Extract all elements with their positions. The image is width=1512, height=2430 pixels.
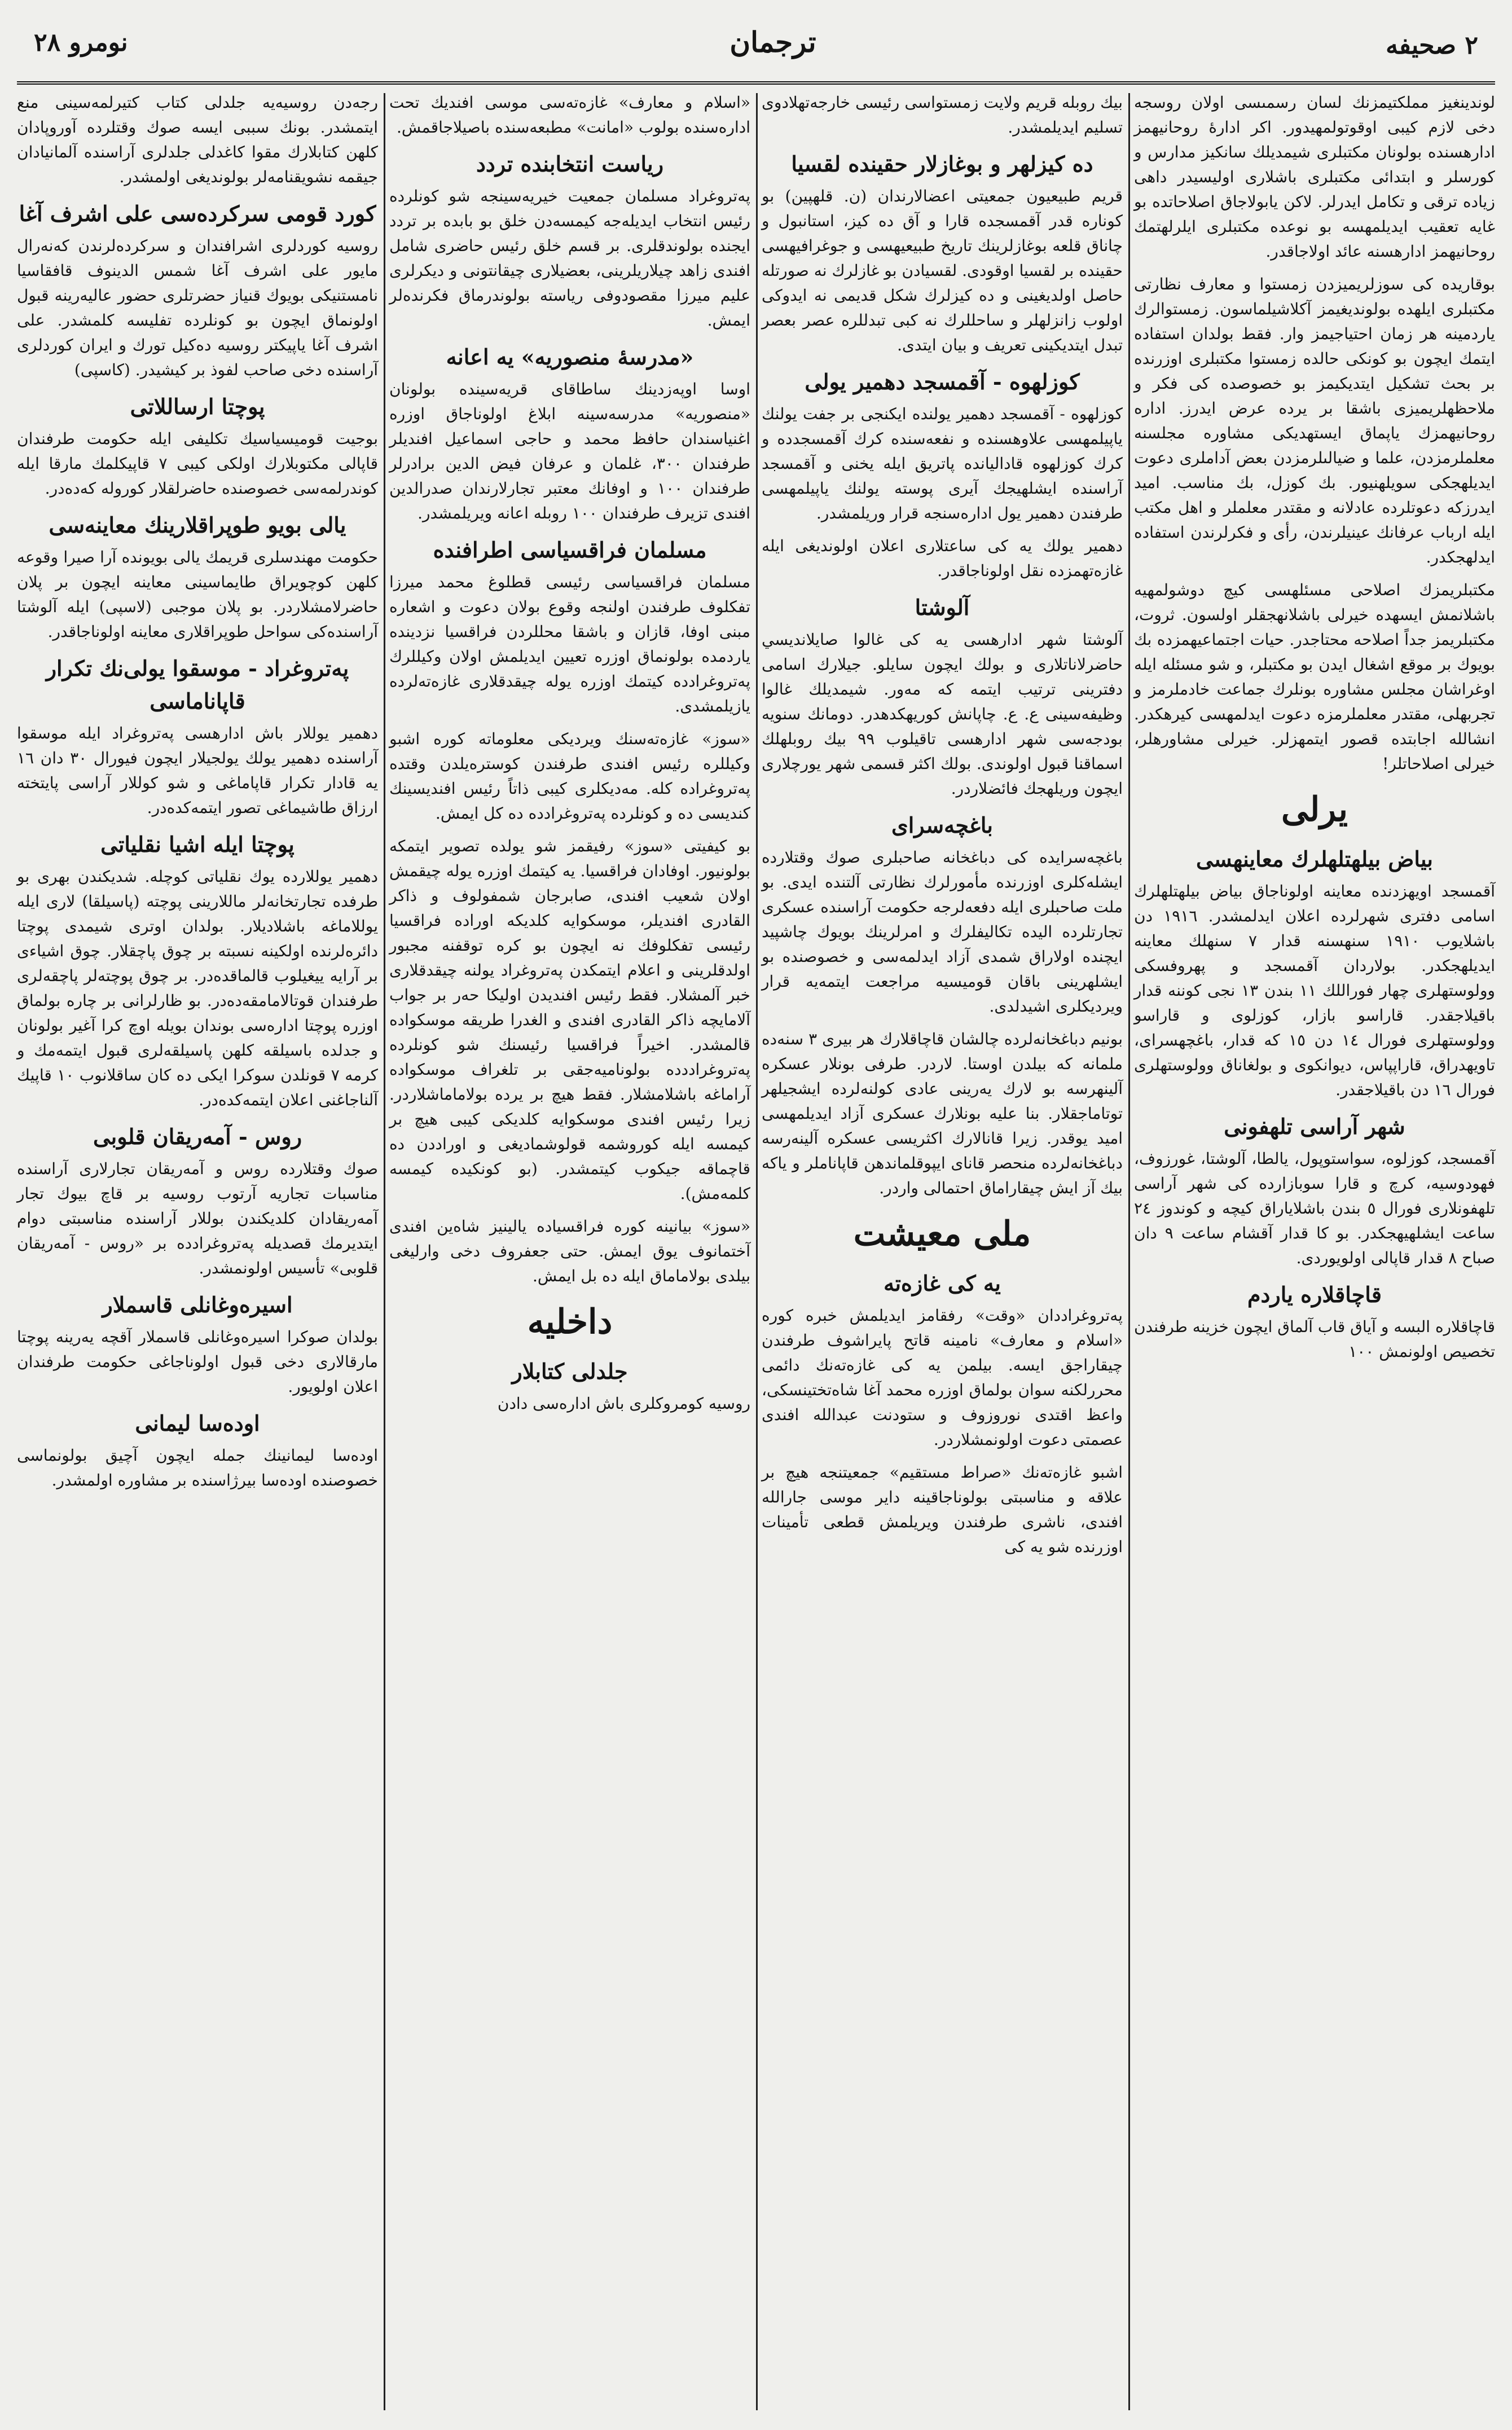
- article-body: آقمسجد، كوزلوه، سواستوپول، يالطا، آلوشتا، غورزوف، فهودوسيه، كرچ و قارا سوبازارده كى شهر آراسى تلهفونلارى فورال ٥ بندن باشلاياراق كيچه و كوندوز ٢٤ ساعت ايشلهيهجكدر. بو كا قدار آقشام ساعت ٩ دان صباح ٨ قدار قاپالى اولويوردى.: [1134, 1149, 1495, 1267]
- column-4: [11, 90, 384, 2413]
- article-body: دهمير يوللارده يوك نقلياتى كوچله. شديكندن بهرى بو طرفده تجارتخانه‌لر ماللارينى پوچته (پاسيلقا) لارى ايله يوللاماغه باشلاديلار. بولدان اوترى شيمدى پوچتا دائره‌لرنده اولكينه نسبته بر چوق پاچقلار. چوق اشياءى بر آرايه ييغيلوب قالماقده‌در. بر چوق پوچته‌لر پاچقه‌لرى طرفندان قوتالامامقه‌ده‌در. بو ظارلرانى بر چاره بولماق اوزره پوچتا اداره‌سى بوندان بويله اوچ كرا آغير بولونان و جدلده باسيلقه كلهن پاسيلقه‌لرى قبول ايتمه‌مك و كرمه ٧ قونلدن سوكرا ايكى ده كان ساقلانوب ١٠ قاپيك آلناجاغنى اعلان ايتمه‌كده‌در.: [17, 867, 379, 1109]
- article-body: مكتبلريمزك اصلاحى مسئلهسى كيچ دوشولمهيه باشلانمش ايسهده خيرلى باشلانهجقلر اولسون. ثروت، مكتبلريمز جداً اصلاحه محتاجدر. حيات اجتماعيهمزده بك بويوك بر موقع اشغال ايدن بو مكتبلر، و شو مسئله ايله اوغراشان مجلس مشاوره بونلرك جماعت خادملرمز و تجربهلى، مقتدر معلملرمزه دعوت ايدلمهسى كيرهكدر. انشالله اجابتده قصور ايتمهزلر. خيرلى مشاورهلر، خيرلى اصلاحاتلر!: [1134, 581, 1495, 773]
- article-body: رجه‌دن روسيه‌يه جلدلى كتاب كتيرلمه‌سينى منع ايتمشدر. بونك سببى ايسه صوك وقتلرده آوروپادان كلهن كتابلارك مقوا كاغدلى جلدلرى آراسنده آلمانيادان جيقمه نشويقنامه‌لر بولونديغى اولمشدر.: [17, 93, 378, 186]
- article-body: حكومت مهندسلرى قريمك يالى بويونده آرا صيرا وقوعه كلهن كوچويراق طايماسينى معاينه ايچون بر پلان حاضرلامشلاردر. بو پلان موجبى (لاسپى) ايله آلوشتا آراسنده‌كى سواحل طوپراقلارى معاينه اولوناجاقدر.: [17, 548, 378, 641]
- article-headline: اسيره‌وغانلى قاسملار: [102, 1292, 293, 1317]
- article: [762, 90, 1123, 140]
- newspaper-title: ترجمان: [729, 25, 816, 59]
- article: [1134, 578, 1495, 776]
- article-headline: په‌تروغراد - موسقوا يولى‌نك تكرار قاپاناماسى: [46, 656, 349, 714]
- column-3: [384, 90, 756, 2413]
- article-headline: پوچتا ارساللاتى: [130, 394, 265, 419]
- article-headline: ده كيزلهر و بوغازلار حقينده لقسيا: [791, 151, 1093, 177]
- section-title: ملى معيشت: [853, 1214, 1031, 1254]
- article-body: دهمير يولك يه كى ساعتلارى اعلان اولونديغى ايله غازه‌تهمزده نقل اولوناجاقدر.: [762, 537, 1123, 580]
- article-headline: جلدلى كتابلار: [512, 1359, 628, 1384]
- article: [762, 1460, 1123, 1559]
- article: [762, 1267, 1123, 1452]
- article-headline: مسلمان فراقسياسى اطرافنده: [433, 537, 707, 563]
- section-title: داخليه: [527, 1302, 613, 1342]
- article-headline: اوده‌سا ليمانى: [135, 1410, 260, 1436]
- article-body: كوزلهوه - آقمسجد دهمير يولنده ايكنجى بر جفت يولنك ياپيلمهسى علاوهسنده و نفعه‌سنده كرك آقمسجدده و كرك كوزلهوه قاداليانده پاتريق ايله يخنى و آقمسجد آراسنده ايشلهيجك آيرى پوسته يولنك ياپيلمهسى طرفندن دهمير يول اداره‌سنجه قرار وريلمشدر.: [762, 405, 1123, 522]
- article-headline: پوچتا ايله اشيا نقلياتى: [100, 832, 295, 857]
- article-body: بوجيت قوميسياسيك تكليفى ايله حكومت طرفندان قاپالى مكتوبلارك اولكى كيبى ٧ قاپيكلمك مارقا ايله كوندرلمه‌سى خصوصنده حاضرلقلار كوروله كه‌ده‌در.: [17, 429, 378, 498]
- article-body: «اسلام و معارف» غازه‌ته‌سى موسى افنديك تحت اداره‌سنده بولوب «امانت» مطبعه‌سنده باصيلاجاقمش.: [389, 93, 750, 137]
- article-headline: كوزلهوه - آقمسجد دهمير يولى: [805, 369, 1080, 394]
- article-body: په‌تروغراد مسلمان جمعيت خيريه‌سينجه شو كونلرده رئيس انتخاب ايديله‌جه كيمسه‌دن خلق بو بابده بر تردد ايجنده بولوندقلرى. بر قسم خلق رئيس حاضرى شامل افندى زاهد چيلاريلرينى، بعضيلارى چيقانتونى و ديكرلرى عليم ميرزا مقصودوفى رياسته بولوندرماق فكرنده‌لر ايمش.: [389, 187, 750, 329]
- article-body: روسيه كوردلرى اشرافندان و سركرده‌لرندن كه‌نه‌رال مايور على اشرف آغا شمس الدينوف قافقاسيا نامستنيكى بويوك قنياز حضرتلرى حضور عاليه‌رينه قبول اولونماق ايچون بو كونلرده تفليسه كلمشدر. على اشرف آغا ياپيكتر روسيه ده‌كيل تورك و ايران كوردلرى آراسنده دخى صاحب لفوذ بر كيشيدر. (كاسپى): [17, 236, 378, 379]
- article-body: لوندينغيز مملكتيمزنك لسان رسمىسى اولان روسجه دخى لازم كيبى اوقوتولمهيدور. اكر ادارهٔ روحانيهمز ادارهسنده بولونان مكتبلرى شيمديلك سانكيز مدارس و كورسلر و ابتدائى مكتبلرى باشلارى اوليسيدر داهى زياده ترقى و تكامل ايدرلر. لاكن يابولاجاق اصلاحاتده بو غايه تعقيب ايديلمهسه بو نوعده مكتبلرى ايلرلهتمك روحانيهمز ادارهسنه عائد اولاجاقدر.: [1134, 93, 1495, 261]
- section-title: يرلى: [1281, 790, 1348, 829]
- article: [17, 197, 378, 383]
- article: [17, 509, 378, 644]
- article: [17, 1407, 378, 1493]
- article-headline: رياست انتخابنده تردد: [476, 151, 664, 177]
- article: [17, 390, 378, 501]
- article: [1134, 90, 1495, 264]
- article: [17, 828, 378, 1113]
- page-number-label: ٢ صحيفه: [1386, 31, 1478, 60]
- article-body: قاچاقلاره البسه و آياق قاب آلماق ايچون خزينه طرفندن تخصيص اولونمش ١٠٠: [1134, 1317, 1495, 1361]
- article: [389, 90, 750, 140]
- article: [389, 1297, 750, 1347]
- article-headline: باغچه‌سراى: [891, 812, 994, 838]
- article: [389, 341, 750, 526]
- article-headline: «مدرسهٔ منصوريه» يه اعانه: [446, 344, 694, 370]
- article: [762, 591, 1123, 801]
- article-headline: كورد قومى سركرده‌سى على اشرف آغا: [19, 201, 376, 226]
- article-body: آقمسجد اويهزدنده معاينه اولوناجاق بياض بيلهتلهلرك اسامى دفترى شهرلرده اعلان ايدلمشدر. ١٩١٦ دن باشلايوب ١٩١٠ سنهسنه قدار ٧ سنهلك معاينه ايديلهجكدر. بولاردان آقمسجد و پهروفسكى وولوستهلرى چهار فوراللك ١١ بندن ١٣ نجى كوننه قدار باقيلاجقدر. قاراسو بازار، كوزلوى و قاراسو وولوستهلرى فورال ١٤ دن ١٥ كه قدار، باغچهسراى، تاويهدراق، قاراپپاس، ديوانكوى و بولغاناق وولوستهلرى فورال ١٦ دن باقيلاجقدر.: [1134, 882, 1495, 1099]
- article: [17, 1120, 378, 1281]
- article: [1134, 784, 1495, 835]
- article-body: دهمير يوللار باش ادارهسى په‌تروغراد ايله موسقوا آراسنده دهمير يولك يولجيلار ايچون فيورال ٣٠ دان ١٦ يه قادار تكرار قاپاماغى و شو كوللار آراسى پايتخته ارزاق طاشيماغى تصور ايتمه‌كده‌در.: [17, 724, 378, 817]
- article-headline: آلوشتا: [915, 595, 970, 620]
- article-body: «سوز» بيانينه كوره فراقسياده يالينيز شاه‌ين افندى آختمانوف يوق ايمش. حتى جعفروف دخى وارليغى بيلدى بولاماماق ايله ده بل ايمش.: [389, 1217, 750, 1285]
- article: [389, 1214, 750, 1289]
- article: [389, 148, 750, 333]
- article-body: اوده‌سا ليمانينك جمله ايچون آچيق بولونماسى خصوصنده اوده‌سا بيرژاسنده بر مشاوره اولمشدر.: [17, 1446, 378, 1489]
- article-body: قريم طبيعيون جمعيتى اعضالارندان (ن. قلهپين) بو كوناره قدر آقمسجده قارا و آق ده كيز، استانبول و چاناق قلعه بوغازلرينك تاريخ طبيعيهسى و جوغرافيهسى حقينده بر لقسيا اوقودى. لقسيادن بو غازلرك نه صورتله حاصل اولديغينى و ده كيزلرك شكل قديمى نه ايدوكى اولوب زانزلهلر و ساحللرك نه كبى تبدللره عصر بعصر تبدل ايتديكينى تعريف و بيان ايتدى.: [762, 187, 1123, 354]
- article-body: صوك وقتلارده روس و آمه‌ريقان تجارلارى آراسنده مناسبات تجاريه آرتوب روسيه بر قاچ بيوك تجار آمه‌ريقادان كلديكندن بوللار آراسنده مناسبتى دوام ايتديرمك قصديله په‌تروغرادده بر «روس - آمه‌ريقان قلوبى» تأسيس اولونمشدر.: [17, 1159, 378, 1277]
- article: [389, 727, 750, 826]
- article: [762, 1027, 1123, 1201]
- article-body: اوسا اوپه‌زدينك ساطاقاى قريه‌سينده بولونان «منصوريه» مدرسه‌سينه ابلاغ اولوناجاق اوزره اغنياسندان حافظ محمد و حاجى اسماعيل افنديلر طرفندان ٣٠٠، غلمان و عرفان فيض الدين برادرلر طرفندان ١٠٠ و اوفانك معتبر تجارلارندان صدرالدين افندى تزيرف طرفندان ١٠٠ روبله اعانه ويريلمشدر.: [389, 380, 750, 522]
- article-body: په‌تروغراددان «وقت» رفقامز ايديلمش خبره كوره «اسلام و معارف» نامينه قاتح پايراشوف طرفندن چيقاراجق ايسه. بيلمن يه كى غازه‌ته‌نك دائمى محررلكنه سوان بولماق اوزره محمد آغا شاه‌تختينسكى، واعظ اقتدى نوروزوف و ستودنت عبدالله افندى عصمتى دعوت اولونمشلاردر.: [762, 1306, 1123, 1449]
- masthead-rule: [17, 81, 1495, 85]
- article: [762, 534, 1123, 583]
- article: [17, 1289, 378, 1399]
- article: [1134, 272, 1495, 570]
- article: [762, 809, 1123, 1019]
- article: [17, 90, 378, 190]
- article: [1134, 1110, 1495, 1271]
- article-headline: شهر آراسى تلهفونى: [1224, 1114, 1405, 1139]
- article: [389, 534, 750, 719]
- article: [389, 1355, 750, 1416]
- article-headline: بياض بيلهتلهلرك معاينهسى: [1196, 846, 1433, 872]
- article-headline: يه كى غازه‌ته: [884, 1271, 1001, 1296]
- issue-number-label: نومرو ٢٨: [34, 28, 128, 57]
- column-1: [1128, 90, 1501, 2413]
- article-body: باغچه‌سرايده كى دباغخانه صاحبلرى صوك وقتلارده ايشله‌كلرى اوزرنده مأمورلرك نظارتى آلتنده ايدى. بو ملت صاحبلرى ايله دفعه‌لرجه حكومت آراسنده عسكرى تجارتلرده اليده تكاليفلرك و امرلرينك بويوك چاشپيد ايچنده اولاراق شمدى آزاد ايدلمه‌سى و خصوصنده بو ايشلهرينى باقان قوميسيه مراجعت ايتمه‌يه قرار ويرديكلرى اشيدلدى.: [762, 848, 1123, 1016]
- article: [17, 652, 378, 820]
- article-body: بو كيفيتى «سوز» رفيقمز شو يولده تصوير ايتمكه بولونيور. اوفادان فراقسيا. يه كيتمك اوزره يوله چيقمش اولان شعيب افندى، صابرجان شمفولوف و ذاكر القادرى افنديلر، موسكوايه كلديكه اوراده فراقسيا رئيسى تفكلوفك نه ايچون بو كره توقفنه مجبور اولدقلرينى و اعلام ايتمكدن په‌تروغراد يولنه چيقدقلارى خبر آلمشلار. فقط رئيس افنديدن اوليكا حه‌ر بر جواب آلامايچه ذاكر القادرى افندى و الغدرا طريقه موسكواده قالمشدر. اخيراً فراقسيا رئيسنك شو كونلرده په‌تروغراددده بولوناميه‌جقى بر تلغراف موسكواده آراماغه باشلامشلار. فقط هيچ بر يرده بولاماماشلاردر. زيرا رئيس افندى موسكوايه كلديكى كيبى هيچ بر كيمسه ايله كوروشمه قولوشماديغى و اوراددن ده قاچماقه جيكوب كيتمشدر. (بو كونكيده كيمسه كلمه‌مش).: [389, 837, 750, 1203]
- article-headline: قاچاقلاره ياردم: [1247, 1282, 1382, 1307]
- article: [389, 834, 750, 1206]
- article-headline: روس - آمه‌ريقان قلوبى: [93, 1124, 302, 1149]
- article: [1134, 843, 1495, 1102]
- article-body: آلوشتا شهر ادارهسى يه كى غالوا صايلانديسي حاضرلاناتلارى و بولك ايچون سايلو. جيلارك اسامى دفترينى ترتيب ايتمه كه مه‌ور. شيمديلك غالوا وظيفه‌سينى ع. ع. چاپانش كوريهكدهدر. دومانك سنويه بودجه‌سى شهر ادارهسى تاقيلوب ٩٩ بيك روبلهلك اسماقنا قبول اولوندى. بولك اكثر قسمى شهر يورچلارى ايچون وريلهجك فائضلاردر.: [762, 630, 1123, 798]
- article-body: «سوز» غازه‌ته‌سنك ويرديكى معلوماته كوره اشبو وكيللره رئيس افندى طرفندن كوستره‌يلدن وقتده په‌تروغراده كله. مه‌ديكلرى كيبى ذاتاً رئيس افنديسينك كنديسى ده و كونلرده په‌تروغرادده ده كل ايمش.: [389, 730, 750, 823]
- article-body: بونيم دباغخانه‌لرده چالشان قاچاقلارك هر بيرى ٣ سنه‌ده ملمانه كه بيلدن اوستا. لاردر. طرفى بونلار عسكره آلينهرسه بو لارك يه‌رينى عادى كولنه‌لرده ايشجيلهر توتاماجقلار. بنا عليه بونلارك عسكرى آزاد ايديلمهسى اميد يوقدر. زيرا قانالارك اكثريسى عسكره آلينه‌رسه دباغخانه‌لرده منحصر قاناى ايپوقلماندهن قاپاناملر و ياكه بيك آز ايش چيقاراماق احتمالى واردر.: [762, 1030, 1123, 1197]
- article-body: بوقاريده كى سوزلريميزدن زمستوا و معارف نظارتى مكتبلرى ايلهده بولونديغيمز آكلاشيلماسون. زمستوالرك ياردمينه هر زمان احتياجيمز وار. فقط بولدان استفاده ايتمك ايچون بو كونكى حالده زمستوا مكتبلرى اوزرنده بر بحث تشكيل ايتديكيمز بو خصوصده كى فكر و ملاحظهلريميزى باشقا بر يرده عرض ايدرز. اداره روحانيهمزك ياپماق ايستهديكى مشاوره مجلسنه معلملرمزدن، علما و ضيالىلرمزدن بعض آداملرى دعوت ايديلهجكى سويلهنيور. بك كوزل، بك مناسب. اميد ايدرزكه دعوتلرده عادلانه و مقتدر معلملر و اهل مكتب ايله ارباب عرفانك عينيلرندن، رأى و فكرلرندن استفاده ايدلهجكدر.: [1134, 275, 1495, 566]
- article: [762, 366, 1123, 526]
- article-body: بيك روبله قريم ولايت زمستواسى رئيسى خارجه‌تهلادوى تسليم ايديلمشدر.: [762, 93, 1123, 137]
- article: [762, 148, 1123, 358]
- article: [1134, 1278, 1495, 1364]
- article-body: روسيه كومروكلرى باش اداره‌سى دادن: [497, 1394, 750, 1413]
- article-body: اشبو غازه‌ته‌نك «صراط مستقيم» جمعيتنجه هيچ بر علاقه و مناسبتى بولوناجاقينه داير موسى جارالله افندى، ناشرى طرفندن وير‌يلمش قطعى تأمينات اوزرنده شو يه كى: [762, 1463, 1123, 1556]
- article-body: بولدان صوكرا اسيره‌وغانلى قاسملار آقچه يه‌رينه پوچتا مارقالارى دخى قبول اولوناجاغى حكومت طرفندان اعلان اولويور.: [17, 1328, 378, 1396]
- article: [762, 1209, 1123, 1259]
- column-2: [756, 90, 1128, 2413]
- article-body: مسلمان فراقسياسى رئيسى قطلوغ محمد ميرزا تفكلوف طرفندن اولنجه وقوع بولان دعوت و اشعاره مبنى اوفا، قازان و باشقا محللردن فراقسيا نزدينده ياردمده بولونماق اوزره تعيين ايديلمش اولان وكيللرك په‌تروغرادده كيتمك اوزره يوله چيقدقلارى غازه‌ته‌لرده يازيلمشدى.: [389, 573, 750, 715]
- article-headline: يالى بويو طوپراقلارينك معاينه‌سى: [49, 512, 346, 538]
- masthead: [17, 0, 1495, 85]
